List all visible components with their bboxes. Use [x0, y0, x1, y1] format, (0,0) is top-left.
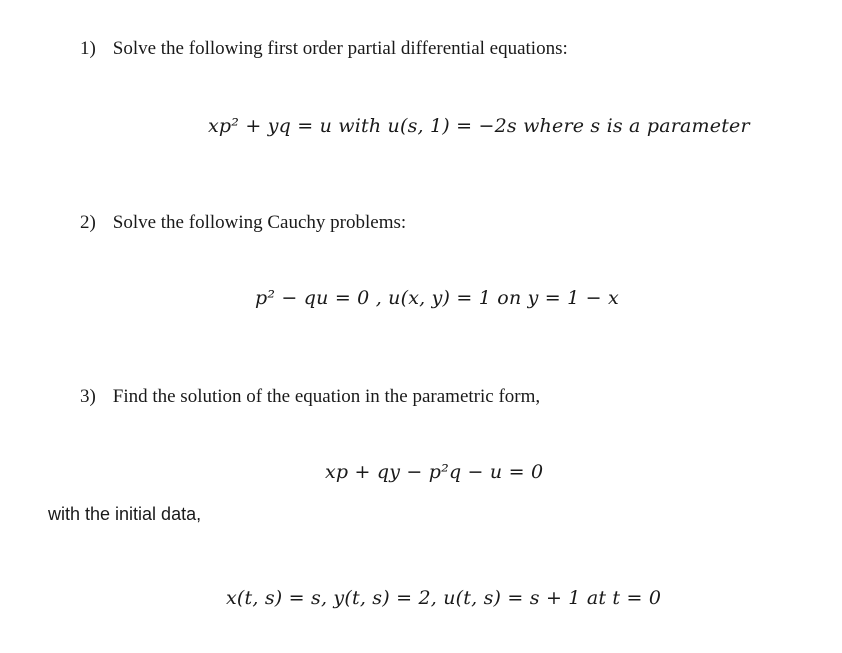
question-2 [80, 211, 406, 235]
question-3-number: 3) [80, 386, 96, 407]
initial-condition-equation: x(t, s) = s, y(t, s) = 2, u(t, s) = s + 1 at t = 0 [226, 587, 662, 609]
question-3-equation: xp + qy − p²q − u = 0 [325, 461, 544, 483]
question-1 [80, 37, 568, 61]
question-3 [80, 385, 540, 409]
question-2-equation: p² − qu = 0 , u(x, y) = 1 on y = 1 − x [255, 287, 619, 309]
question-2-text: Solve the following Cauchy problems: [112, 212, 407, 233]
question-3-text: Find the solution of the equation in the parametric form, [112, 386, 541, 407]
question-1-number: 1) [80, 38, 96, 59]
question-1-equation: xp² + yq = u with u(s, 1) = −2s where s is a parameter [208, 115, 750, 137]
question-2-number: 2) [80, 212, 96, 233]
initial-data-note: with the initial data, [48, 504, 202, 524]
question-1-text: Solve the following first order partial differential equations: [112, 38, 568, 59]
